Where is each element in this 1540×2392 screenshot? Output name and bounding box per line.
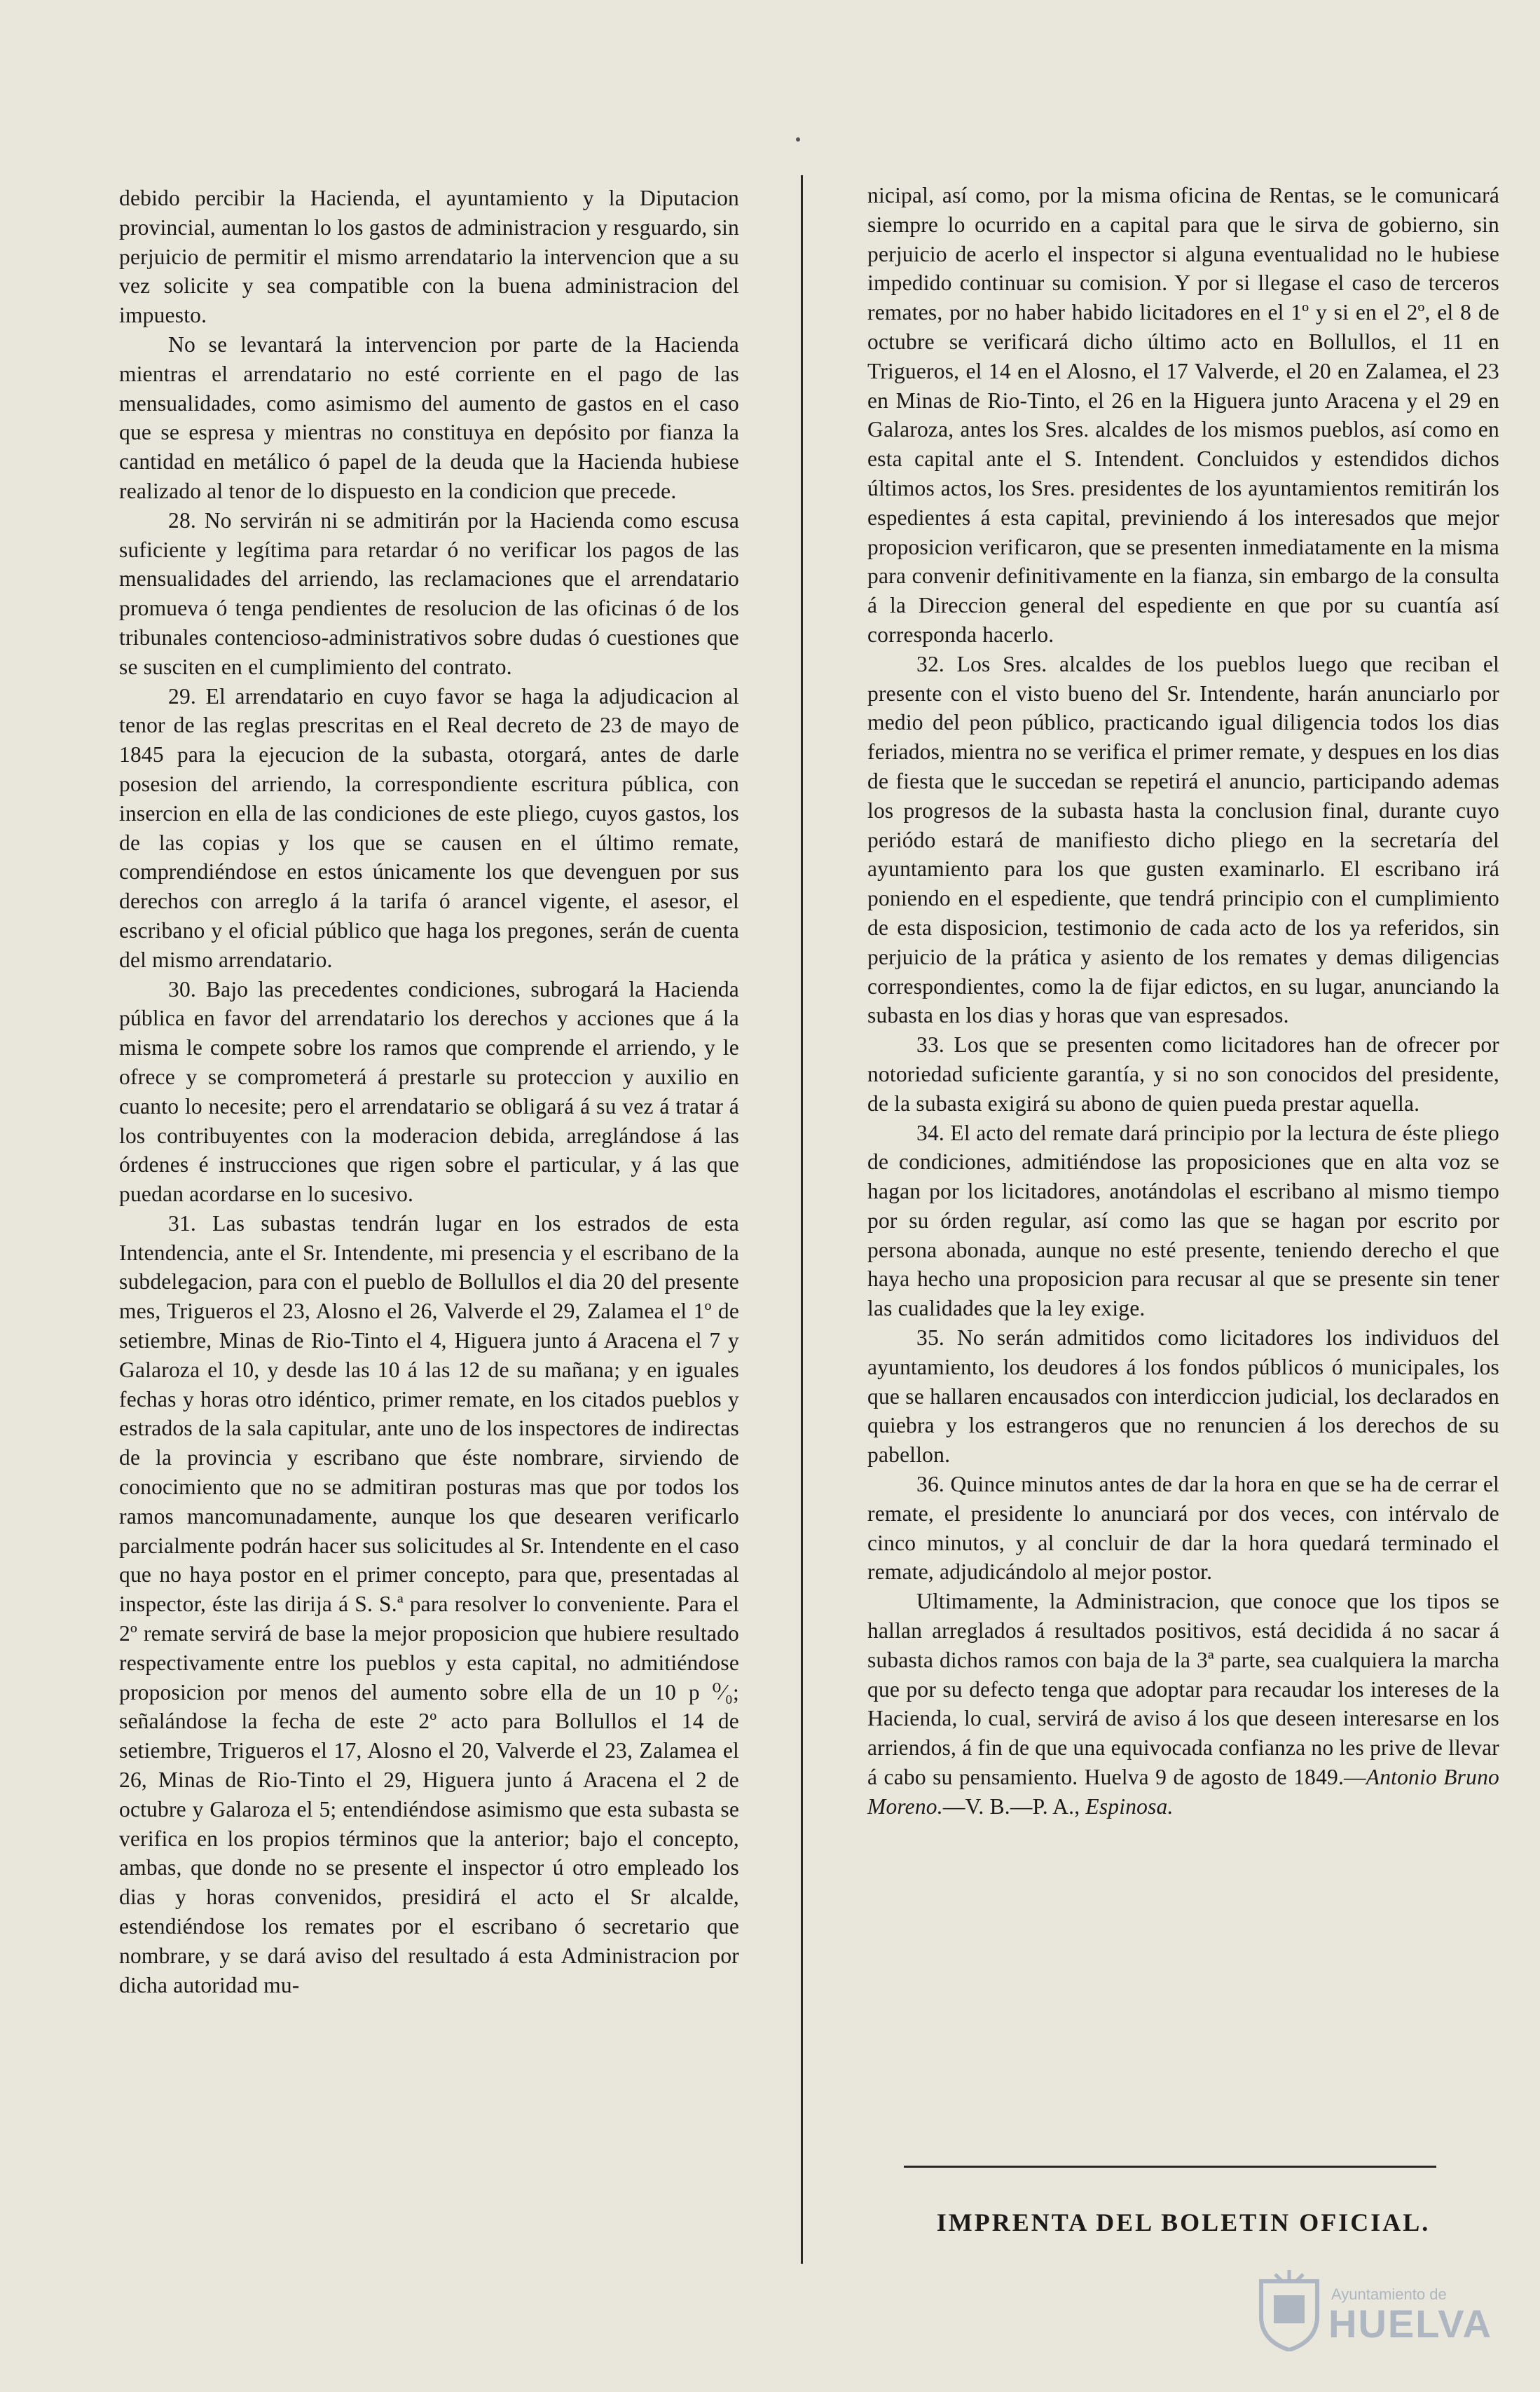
- column-divider: [801, 175, 803, 2264]
- paragraph-33: 33. Los que se presenten como licitadores han de ofrecer por notoriedad suficiente garantía, y si no son conocidos del presidente, de la subasta exigirá su abono de quien pueda prestar aquella.: [867, 1032, 1499, 1116]
- paragraph-32: 32. Los Sres. alcaldes de los pueblos luego que reciban el presente con el visto bueno del Sr. Intendente, harán anunciarlo por medio del peon público, practicando igual diligencia todos los dias feriados, mientra no se verifica el primer remate, y despues en los dias de fiesta que le succedan se repetirá el anuncio, participando ademas los progresos de la subasta hasta la conclusion final, durante cuyo periódo estará de manifiesto dicho pliego en la secretaría del ayuntamiento para los que gusten examinarlo. El escribano irá poniendo en el espediente, que tendrá principio con el cumplimiento de esta disposicion, testimonio de cada acto de los ya referidos, sin perjuicio de la prática y asiento de los remates y demas diligencias correspondientes, como la de fijar edictos, en su lugar, anunciando la subasta en los dias y horas que van espresados.: [867, 651, 1499, 1028]
- closing-text: Ultimamente, la Administracion, que conoce que los tipos se hallan arreglados á resultados positivos, está decidida á no sacar á subasta dichos ramos con baja de la 3ª parte, sea cualquiera la marcha que por su defecto tenga que adoptar para recaudar los intereses de la Hacienda, lo cual, servirá de aviso á los que deseen interesarse en los arriendos, á fin de que una equivocada confianza no les prive de llevar á cabo su pensamiento. Huelva 9 de agosto de 1849.—: [867, 1589, 1499, 1790]
- printer-imprint: IMPRENTA DEL BOLETIN OFICIAL.: [936, 2208, 1431, 2236]
- paragraph-34: 34. El acto del remate dará principio por la lectura de éste pliego de condiciones, admitiéndose las proposiciones que en alta voz se hagan por los licitadores, anotándolas el escribano al mismo tiempo por su órden regular, así como las que se hagan por escrito por persona abonada, aunque no esté presente, teniendo derecho el que haya hecho una proposicion para recusar al que se presente sin tener las cualidades que la ley exige.: [867, 1120, 1499, 1321]
- print-speck: [796, 137, 800, 142]
- archive-watermark: [1254, 2267, 1492, 2358]
- watermark-city: HUELVA: [1328, 2302, 1492, 2346]
- signatory-name: Antonio Bruno Moreno.: [867, 1765, 1499, 1819]
- closing-rule: [904, 2166, 1436, 2168]
- paragraph-35: 35. No serán admitidos como licitadores los individuos del ayuntamiento, los deudores á los fondos públicos ó municipales, los que se hallaren encausados con interdiccion judicial, los declarados en quiebra y los estrangeros que no renuncien á los derechos de su pabellon.: [867, 1325, 1499, 1468]
- paragraph-29: 29. El arrendatario en cuyo favor se haga la adjudicacion al tenor de las reglas prescritas en el Real decreto de 23 de mayo de 1845 para la ejecucion de la subasta, otorgará, antes de darle posesion del arriendo, la correspondiente escritura pública, con insercion en ella de las condiciones de este pliego, cuyos gastos, los de las copias y los que se causen en el último remate, comprendiéndose en estos únicamente los que devenguen por sus derechos con arreglo á la tarifa ó arancel vigente, el asesor, el escribano y el oficial público que haga los pregones, serán de cuenta del mismo arrendatario.: [119, 683, 739, 972]
- city-shield-icon: [1254, 2267, 1324, 2351]
- paragraph-36: 36. Quince minutos antes de dar la hora en que se ha de cerrar el remate, el presidente lo anunciará por dos veces, con intérvalo de cinco minutos, y al concluir de dar la hora quedará terminado el remate, adjudicándolo al mejor postor.: [867, 1472, 1499, 1585]
- paragraph-31: 31. Las subastas tendrán lugar en los estrados de esta Intendencia, ante el Sr. Intendente, mi presencia y el escribano de la subdelegacion, para con el pueblo de Bollullos el dia 20 del presente mes, Trigueros el 23, Alosno el 26, Valverde el 29, Zalamea el 1º de setiembre, Minas de Rio-Tinto el 4, Higuera junto á Aracena el 7 y Galaroza el 10, y desde las 10 á las 12 de su mañana; y en iguales fechas y horas otro idéntico, primer remate, en los citados pueblos y estrados de la sala capitular, ante uno de los inspectores de indirectas de la provincia y escribano que éste nombrare, sirviendo de conocimiento que no se admitiran posturas mas que por todos los ramos mancomunadamente, aunque los que desearen verificarlo parcialmente podrán hacer sus solicitudes al Sr. Intendente en el caso que no haya postor en el primer concepto, para que, presentadas al inspector, éste las dirija á S. S.ª para resolver lo conveniente. Para el 2º remate servirá de base la mejor proposicion que hubiere resultado respectivamente entre los pueblos y esta capital, no admitiéndose proposicion por menos del aumento sobre ella de un 10 p ⁰⁄₀; señalándose la fecha de este 2º acto para Bollullos el 14 de setiembre, Trigueros el 17, Alosno el 20, Valverde el 23, Zalamea el 26, Minas de Rio-Tinto el 29, Higuera junto á Aracena el 2 de octubre y Galaroza el 5; entendiéndose asimismo que esta subasta se verifica en los propios términos que la anterior; bajo el concepto, ambas, que donde no se presente el inspector ú otro empleado los dias y horas convenidos, presidirá el acto el Sr alcalde, estendiéndose los remates por el escribano ó secretario que nombrare, y se dará aviso del resultado á esta Administracion por dicha autoridad mu-: [119, 1210, 739, 1997]
- watermark-label: Ayuntamiento de: [1331, 2285, 1447, 2303]
- paragraph-continuation: debido percibir la Hacienda, el ayuntamiento y la Diputacion provincial, aumentan lo los gastos de administracion y resguardo, sin perjuicio de permitir el mismo arrendatario la intervencion que a su vez solicite y sea compatible con la buena administracion del impuesto.: [119, 186, 739, 328]
- paragraph-intervencion: No se levantará la intervencion por parte de la Hacienda mientras el arrendatario no esté corriente en el pago de las mensualidades, como asimismo del aumento de gastos en el caso que se espresa y mientras no constituya en depósito por fianza la cantidad en metálico ó papel de la deuda que la Hacienda hubiese realizado al tenor de lo dispuesto en la condicion que precede.: [119, 332, 739, 503]
- right-column: [867, 181, 1499, 1822]
- approval-mark: —V. B.—P. A.,: [942, 1793, 1086, 1819]
- paragraph-31-continued: nicipal, así como, por la misma oficina de Rentas, se le comunicará siempre lo ocurrido en a capital para que le sirva de gobierno, sin perjuicio de acerlo el inspector si alguna eventualidad no le hubiese impedido continuar su comision. Y por si llegase el caso de terceros remates, por no haber habido licitadores en el 1º y si en el 2º, el 8 de octubre se verificará dicho último acto en Bollullos, el 11 en Trigueros, el 14 en el Alosno, el 17 Valverde, el 20 en Zalamea, el 23 en Minas de Rio-Tinto, el 26 en la Higuera junto Aracena y el 29 en Galaroza, antes los Sres. alcaldes de los mismos pueblos, así como en esta capital ante el S. Intendent. Concluidos y estendidos dichos últimos actos, los Sres. presidentes de los ayuntamientos remitirán los espedientes á esta capital, previniendo á los interesados que mejor proposicion verificaron, que se presenten inmediatamente en la misma para convenir definitivamente en la fianza, sin embargo de la consulta á la Direccion general del espediente en que por su cuantía así corresponda hacerlo.: [867, 183, 1499, 647]
- paragraph-30: 30. Bajo las precedentes condiciones, subrogará la Hacienda pública en favor del arrendatario los derechos y acciones que á la misma le compete sobre los ramos que comprende el arriendo, y le ofrece y se comprometerá á prestarle su proteccion y auxilio en cuanto lo necesite; pero el arrendatario se obligará á su vez á tratar á los contribuyentes con la moderacion debida, arreglándose á las órdenes é instrucciones que rigen sobre el particular, y á las que puedan acordarse en lo sucesivo.: [119, 976, 739, 1207]
- paragraph-28: 28. No servirán ni se admitirán por la Hacienda como escusa suficiente y legítima para retardar ó no verificar los pagos de las mensualidades del arriendo, las reclamaciones que el arrendatario promueva ó tenga pendientes de resolucion de las oficinas ó de los tribunales contencioso-administrativos sobre dudas ó cuestiones que se susciten en el cumplimiento del contrato.: [119, 507, 739, 679]
- closing-paragraph: [867, 1587, 1499, 1821]
- left-column: [119, 184, 739, 2000]
- approver-name: Espinosa.: [1085, 1793, 1174, 1819]
